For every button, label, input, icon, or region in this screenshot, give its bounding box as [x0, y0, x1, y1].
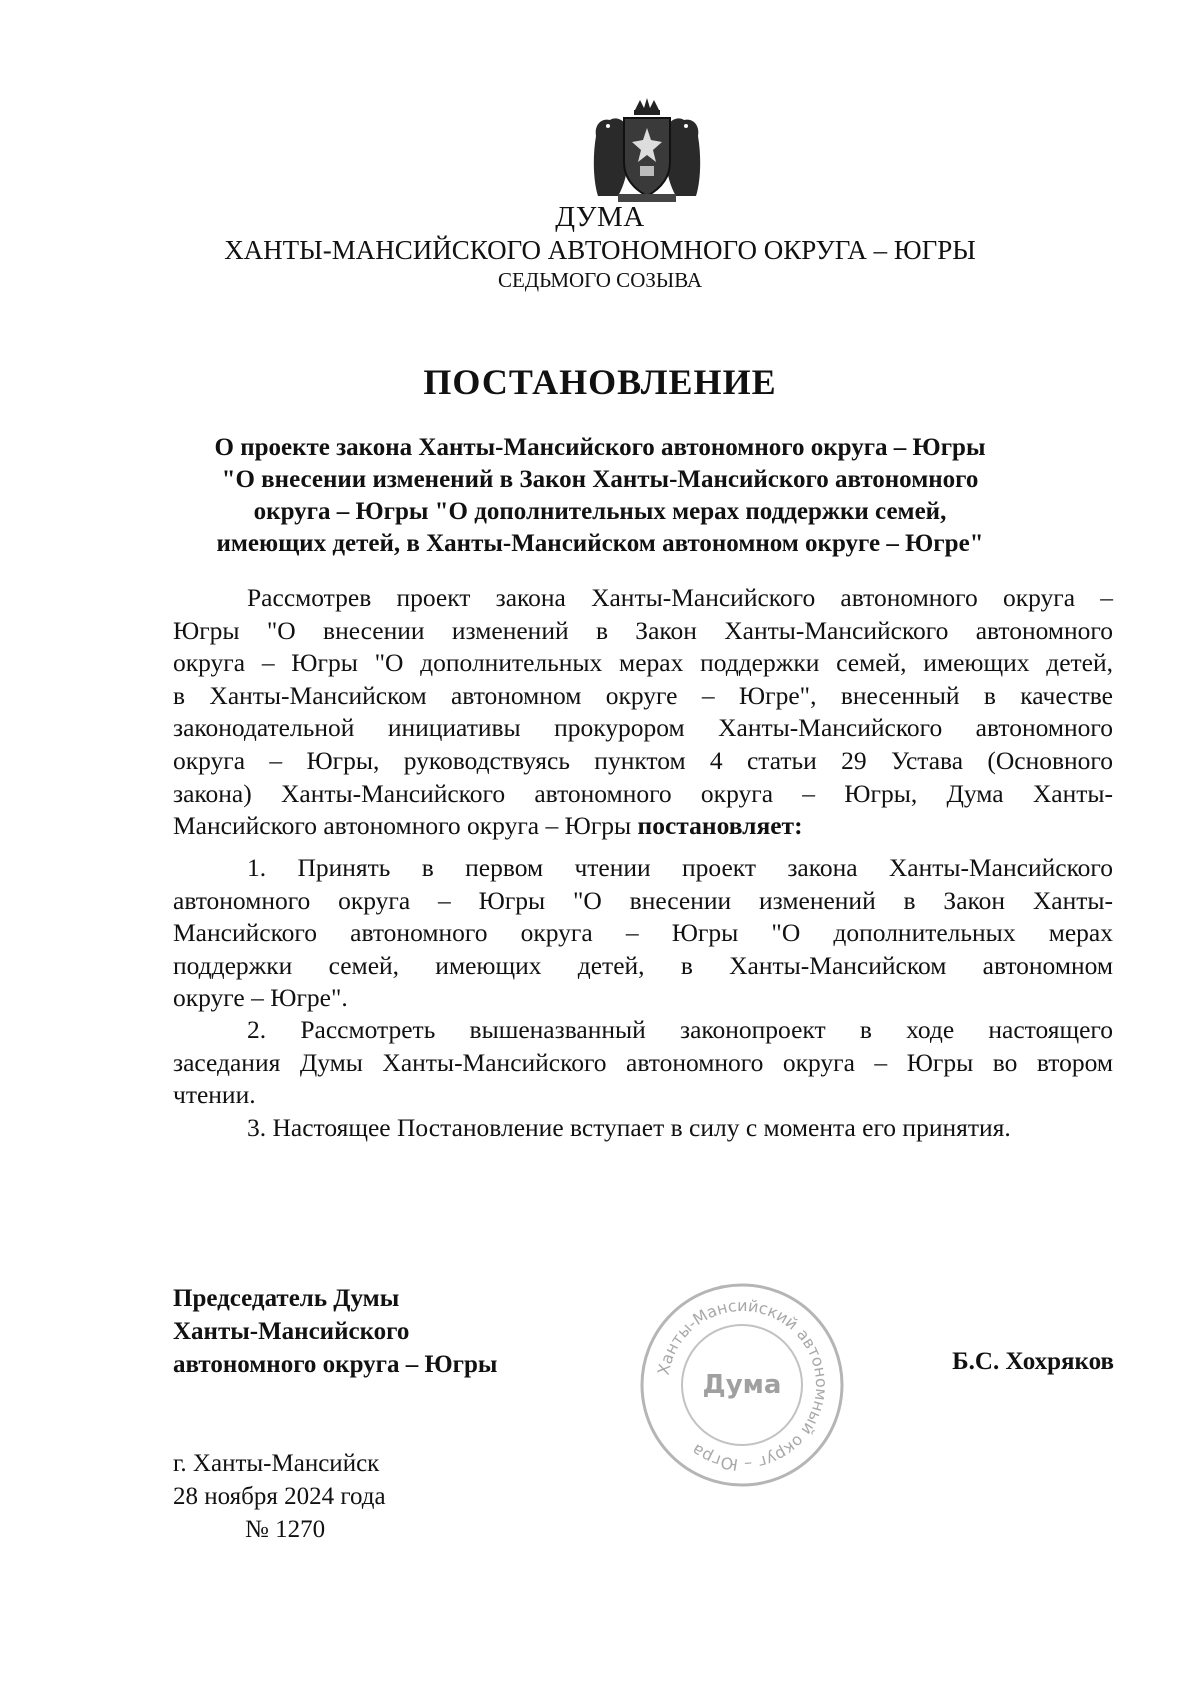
organization-region: ХАНТЫ-МАНСИЙСКОГО АВТОНОМНОГО ОКРУГА – ЮГРЫ: [224, 235, 976, 265]
preamble-line: закона) Ханты-Мансийского автономного округа – Югры, Дума Ханты-: [173, 778, 1113, 808]
preamble-last-line: [173, 810, 1113, 843]
preamble-line: законодательной инициативы прокурором Ханты-Мансийского автономного: [173, 713, 1113, 743]
signer-title-line: автономного округа – Югры: [173, 1351, 498, 1378]
item-line: поддержки семей, имеющих детей, в Ханты-Мансийском автономном: [173, 950, 1113, 980]
place-and-date: [173, 1447, 386, 1546]
resolves-word: постановляет:: [637, 811, 803, 841]
item-line: автономного округа – Югры "О внесении изменений в Закон Ханты-: [173, 885, 1113, 915]
preamble-line: округа – Югры, руководствуясь пунктом 4 статьи 29 Устава (Основного: [173, 745, 1113, 775]
seal-center-text: Дума: [702, 1370, 782, 1400]
signer-name: Б.С. Хохряков: [952, 1348, 1114, 1375]
preamble-line: Рассмотрев проект закона Ханты-Мансийского автономного округа –: [247, 583, 1113, 612]
preamble-line: Югры "О внесении изменений в Закон Ханты-Мансийского автономного: [173, 615, 1113, 645]
item-3: [173, 1112, 1113, 1145]
coat-of-arms-icon: [588, 96, 706, 204]
item-line: чтении.: [173, 1080, 256, 1110]
item-line: 3. Настоящее Постановление вступает в силу с момента его принятия.: [247, 1113, 1011, 1142]
preamble-line: округа – Югры "О дополнительных мерах поддержки семей, имеющих детей,: [173, 648, 1113, 678]
document-type: ПОСТАНОВЛЕНИЕ: [423, 362, 777, 402]
item-line: 1. Принять в первом чтении проект закона Ханты-Мансийского: [247, 853, 1113, 882]
document-number: № 1270: [245, 1516, 326, 1543]
signer-title: [173, 1282, 497, 1381]
organization-name: ДУМА: [555, 201, 645, 233]
signer-title-line: Председатель Думы: [173, 1285, 400, 1312]
signer-title-line: Ханты-Мансийского: [173, 1318, 410, 1345]
subject-line: О проекте закона Ханты-Мансийского автономного округа – Югры: [214, 434, 986, 461]
item-line: 2. Рассмотреть вышеназванный законопроект в ходе настоящего: [247, 1015, 1113, 1044]
subject-line: "О внесении изменений в Закон Ханты-Мансийского автономного: [221, 466, 979, 493]
convocation: СЕДЬМОГО СОЗЫВА: [497, 268, 703, 292]
item-line: заседания Думы Ханты-Мансийского автономного округа – Югры во втором: [173, 1047, 1113, 1077]
seal-ring-text: Ханты-Мансийский автономный округ – Югра: [653, 1295, 832, 1475]
official-seal: [638, 1281, 846, 1489]
date: 28 ноября 2024 года: [173, 1483, 386, 1510]
preamble-line: Мансийского автономного округа – Югры: [173, 811, 632, 841]
item-line: округе – Югре".: [173, 983, 348, 1013]
city: г. Ханты-Мансийск: [173, 1450, 380, 1477]
document-subject: [150, 432, 1050, 560]
subject-line: округа – Югры "О дополнительных мерах поддержки семей,: [253, 498, 947, 525]
preamble-line: в Ханты-Мансийском автономном округе – Югре", внесенный в качестве: [173, 680, 1113, 710]
item-1: [173, 852, 1113, 1015]
subject-line: имеющих детей, в Ханты-Мансийском автономном округе – Югре": [216, 530, 984, 557]
preamble: [173, 582, 1113, 843]
item-line: Мансийского автономного округа – Югры "О дополнительных мерах: [173, 918, 1113, 948]
item-2: [173, 1014, 1113, 1112]
